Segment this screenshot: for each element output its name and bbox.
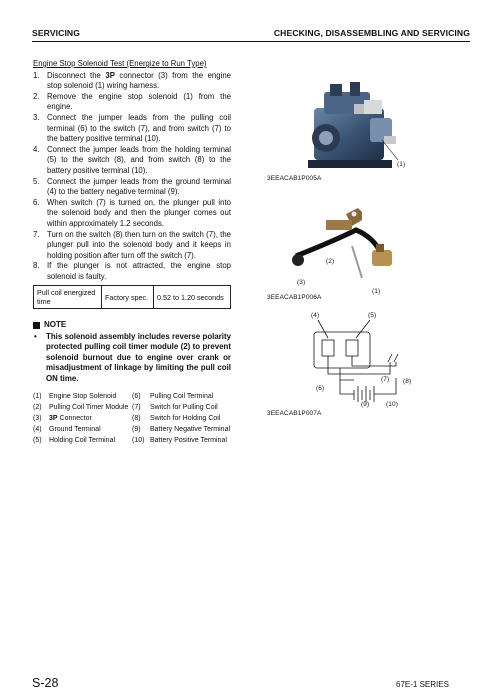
- legend-text: Holding Coil Terminal: [49, 437, 116, 445]
- legend-text: Ground Terminal: [49, 426, 101, 434]
- legend-item: [33, 404, 132, 413]
- fig2-code: 3EEACAB1P006A: [267, 294, 322, 301]
- step-item: [33, 145, 231, 177]
- legend-number: (1): [33, 393, 42, 401]
- note-bullet: •: [34, 332, 37, 342]
- step-number: 1.: [33, 70, 40, 80]
- step-item: [33, 71, 231, 92]
- step-text: Disconnect the: [47, 70, 106, 80]
- step-list: [33, 71, 231, 283]
- page-header: [32, 28, 470, 42]
- note-text: This solenoid assembly includes reverse polarity protected pulling coil timer module (2) to prevent solenoid burnout due to engine over crank or misadjustment of linkage by limiting the pull coil ON time.: [46, 332, 231, 383]
- fig2-callout-3: (3): [297, 279, 306, 286]
- step-item: [33, 230, 231, 262]
- legend-text: Battery Positive Terminal: [150, 437, 227, 445]
- legend-text: Engine Stop Solenoid: [49, 393, 117, 401]
- legend-text: Pulling Coil Timer Module: [49, 404, 129, 412]
- step-text: Connect the jumper leads from the ground terminal (4) to the battery negative terminal (9).: [47, 176, 231, 197]
- legend-item: [132, 404, 231, 413]
- legend-text: Switch for Holding Coil: [150, 415, 221, 423]
- page-number: S-28: [32, 676, 59, 690]
- legend-item: [132, 415, 231, 424]
- fig3-code: 3EEACAB1P007A: [267, 410, 322, 417]
- fig2-callout-2: (2): [326, 258, 335, 265]
- legend-item: [132, 437, 231, 446]
- legend-item: [132, 426, 231, 435]
- step-item: [33, 261, 231, 282]
- note-heading: [33, 320, 231, 331]
- header-chapter: CHECKING, DISASSEMBLING AND SERVICING: [273, 28, 470, 38]
- spec-row: [34, 286, 231, 309]
- legend-text: Pulling Coil Terminal: [150, 393, 214, 401]
- fig3-callout-6: (6): [316, 385, 325, 392]
- legend-item: [132, 393, 231, 402]
- legend-column-left: [33, 393, 132, 448]
- series-label: 67E-1 SERIES: [396, 680, 449, 689]
- fig1-code: 3EEACAB1P005A: [267, 175, 322, 182]
- step-item: [33, 113, 231, 145]
- note-square-icon: [33, 322, 40, 329]
- step-number: 5.: [33, 176, 40, 186]
- step-number: 3.: [33, 112, 40, 122]
- fig3-callout-7: (7): [381, 376, 390, 383]
- legend-item: [33, 426, 132, 435]
- legend-number: (4): [33, 426, 42, 434]
- note-body: [33, 332, 231, 384]
- section-title: Engine Stop Solenoid Test (Energize to Run Type): [33, 59, 207, 68]
- legend-text: Connector: [57, 415, 92, 423]
- spec-label: Pull coil energized time: [34, 286, 102, 309]
- callout-leader-1: [380, 138, 410, 168]
- step-text: Remove the engine stop solenoid (1) from the engine.: [47, 91, 231, 112]
- legend-bold: 3P: [49, 415, 58, 423]
- left-column: [33, 59, 231, 449]
- solenoid-illustration-icon: [286, 200, 406, 286]
- step-item: [33, 198, 231, 230]
- legend-item: [33, 415, 132, 424]
- step-number: 6.: [33, 197, 40, 207]
- fig3-callout-5: (5): [368, 312, 377, 319]
- fig3-callout-4: (4): [311, 312, 320, 319]
- wiring-diagram-icon: [300, 310, 410, 410]
- step-bold: 3P: [105, 70, 115, 80]
- header-section: SERVICING: [32, 28, 81, 38]
- legend-number: (3): [33, 415, 42, 423]
- fig3-callout-9: (9): [361, 401, 370, 408]
- spec-factory: Factory spec.: [102, 286, 154, 309]
- fig3-callout-10: (10): [386, 401, 398, 408]
- fig1-callout: (1): [397, 161, 406, 168]
- step-text: Turn on the switch (8) then turn on the switch (7), the plunger pull into the solenoid body and it keeps in holding position after turn off the switch (7).: [47, 229, 231, 260]
- fig3-callout-8: (8): [403, 378, 412, 385]
- wiring-diagram: [300, 310, 410, 410]
- legend-item: [33, 437, 132, 446]
- fig2-callout-1: (1): [372, 288, 381, 295]
- step-item: [33, 92, 231, 113]
- step-text: connector (3) from the engine stop solenoid (1) wiring harness.: [47, 70, 231, 91]
- spec-table: [33, 285, 231, 309]
- step-number: 8.: [33, 261, 40, 271]
- legend-number: (9): [132, 426, 141, 434]
- solenoid-photo: [286, 200, 406, 286]
- legend-text: Switch for Pulling Coil: [150, 404, 218, 412]
- legend-column-right: [132, 393, 231, 448]
- legend-text: Battery Negative Terminal: [150, 426, 231, 434]
- legend-number: (10): [132, 437, 145, 445]
- legend: [33, 393, 231, 448]
- step-text: Connect the jumper leads from the pulling coil terminal (6) to the switch (7), and from switch (7) to the battery positive terminal (10).: [47, 112, 231, 144]
- legend-number: (2): [33, 404, 42, 412]
- legend-number: (7): [132, 404, 141, 412]
- legend-number: (8): [132, 415, 141, 423]
- legend-number: (5): [33, 437, 42, 445]
- legend-number: (6): [132, 393, 141, 401]
- step-text: When switch (7) is turned on, the plunger pull into the solenoid body and then the plunger comes out within approximately 1.2 seconds.: [47, 197, 231, 228]
- step-number: 7.: [33, 229, 40, 239]
- step-item: [33, 177, 231, 198]
- note-block: [33, 320, 231, 384]
- spec-value: 0.52 to 1.20 seconds: [154, 286, 231, 309]
- step-text: If the plunger is not attracted, the engine stop solenoid is faulty.: [47, 261, 231, 281]
- note-title: NOTE: [44, 320, 67, 330]
- step-number: 2.: [33, 91, 40, 101]
- legend-item: [33, 393, 132, 402]
- step-number: 4.: [33, 144, 40, 154]
- step-text: Connect the jumper leads from the holding terminal (5) to the switch (8), and from switch (8) to the battery positive terminal (10).: [47, 144, 231, 175]
